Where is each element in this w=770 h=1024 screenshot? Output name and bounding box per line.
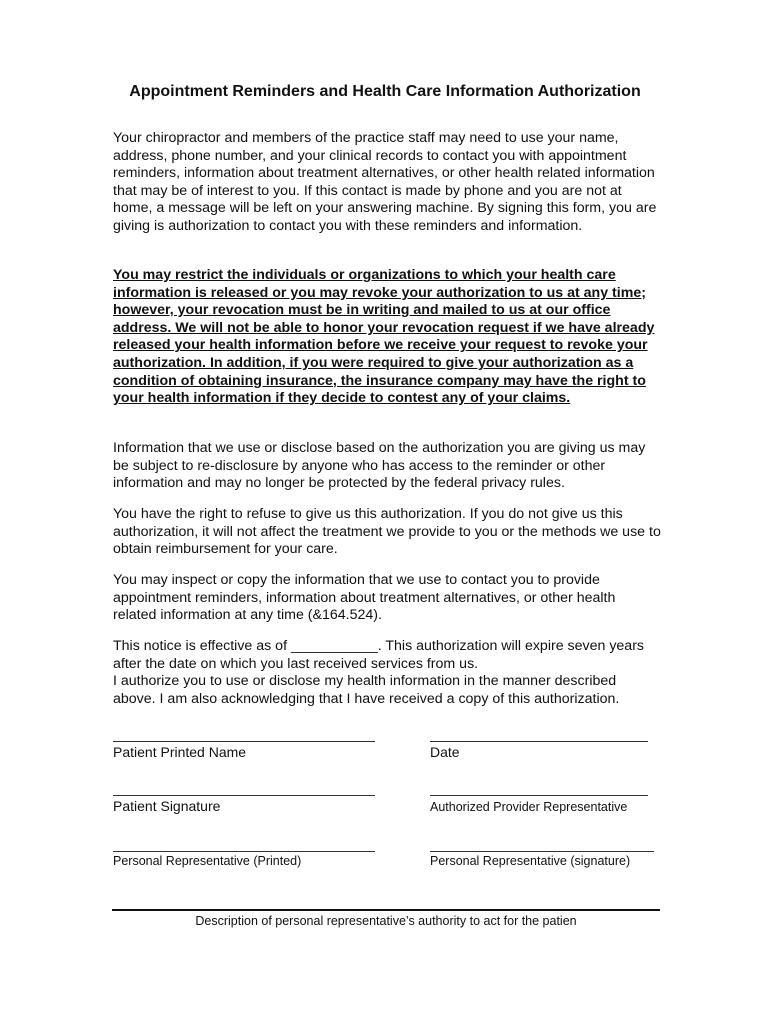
personal-representative-signature-line[interactable]	[430, 851, 654, 852]
authorization-acknowledgement: I authorize you to use or disclose my health information in the manner described above. I am also acknowledging that I have received a copy of this authorization.	[113, 673, 620, 707]
patient-signature-label: Patient Signature	[113, 798, 221, 814]
paragraph-contact-purpose: Your chiropractor and members of the practice staff may need to use your name, address, phone number, and your clinical records to contact you with appointment reminders, information about treatment alternatives, or other health related information that may be of interest to you. If this contact is made by phone and you are not at home, a message will be left on your answering machine. By signing this form, you are giving is authorization to contact you with these reminders and information.	[113, 130, 657, 234]
paragraph-redisclosure: Information that we use or disclose based on the authorization you are giving us may be subject to re-disclosure by anyone who has access to the reminder or other information and may no longer be protected by the federal privacy rules.	[113, 440, 646, 492]
paragraph-inspect-copy: You may inspect or copy the information that we use to contact you to provide appointment reminders, information about treatment alternatives, or other health related information at any time (&164.524).	[113, 572, 616, 624]
personal-representative-signature-label: Personal Representative (signature)	[430, 854, 631, 868]
authorized-provider-label: Authorized Provider Representative	[430, 800, 628, 814]
footer-divider	[112, 909, 660, 911]
paragraph-right-to-refuse: You have the right to refuse to give us this authorization. If you do not give us this authorization, it will not affect the treatment we provide to you or the methods we use to obtain reimbursement for your care.	[113, 506, 661, 558]
personal-representative-printed-label: Personal Representative (Printed)	[113, 854, 302, 868]
authorized-provider-line[interactable]	[430, 795, 648, 796]
paragraph-revocation-rights: You may restrict the individuals or organizations to which your health care information is released or you may revoke your authorization to us at any time; however, your revocation must be in writing and mailed to us at our office address. We will not be able to honor your revocation request if we have already released your health information before we receive your request to revoke your authorization. In addition, if you were required to give your authorization as a condition of obtaining insurance, the insurance company may have the right to your health information if they decide to contest any of your claims.	[113, 267, 655, 407]
date-label: Date	[430, 744, 460, 760]
date-line[interactable]	[430, 741, 648, 742]
paragraph-effective-notice	[113, 638, 661, 708]
effective-date-text: This notice is effective as of ___________. This authorization will expire seven years after the date on which you last received services from us.	[113, 638, 645, 672]
representative-authority-description: Description of personal representative’s authority to act for the patien	[195, 914, 577, 928]
document-title: Appointment Reminders and Health Care Information Authorization	[129, 83, 641, 100]
patient-printed-name-label: Patient Printed Name	[113, 744, 247, 760]
patient-signature-line[interactable]	[113, 795, 375, 796]
personal-representative-printed-line[interactable]	[113, 851, 375, 852]
patient-printed-name-line[interactable]	[113, 741, 375, 742]
